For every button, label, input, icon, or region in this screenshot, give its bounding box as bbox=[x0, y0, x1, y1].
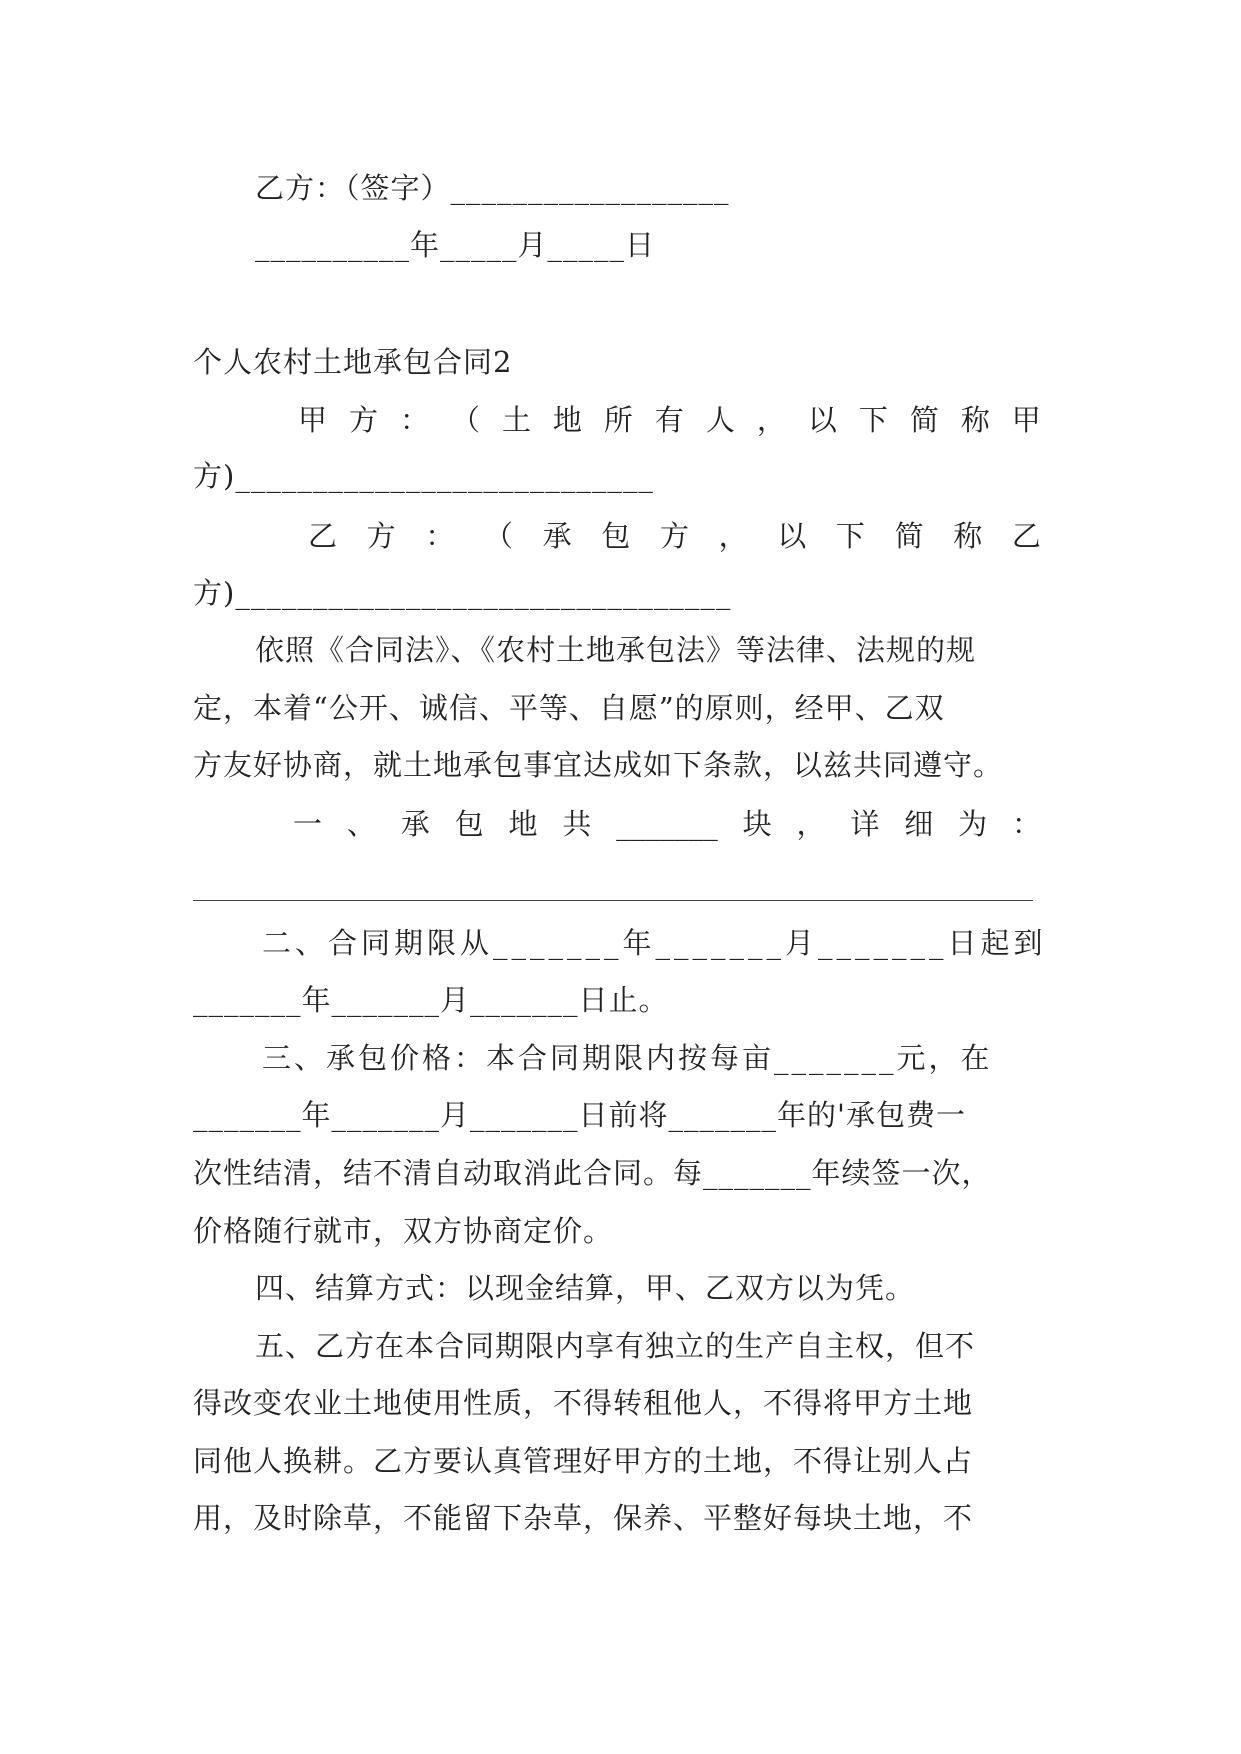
party-a-char: ： bbox=[399, 403, 429, 437]
party-a-char: 简 bbox=[909, 403, 939, 437]
party-b-char: ， bbox=[718, 519, 748, 553]
clause-1-char: 承 bbox=[400, 807, 430, 841]
clause-1-char: ： bbox=[1011, 807, 1041, 841]
clause-1-char: 、 bbox=[346, 807, 376, 841]
party-a-char: 人 bbox=[705, 403, 735, 437]
preamble-line-1: 依照《合同法》、《农村土地承包法》等法律、法规的规 bbox=[255, 633, 977, 667]
party-a-char: 地 bbox=[552, 403, 582, 437]
party-a-char: 土 bbox=[501, 403, 531, 437]
party-a-char: 下 bbox=[858, 403, 888, 437]
party-b-char: 乙 bbox=[308, 519, 338, 553]
clause-1-line-1 bbox=[193, 804, 1041, 844]
party-b-char: 方 bbox=[366, 519, 396, 553]
party-b-char: 简 bbox=[894, 519, 924, 553]
clause-1-blank-rule bbox=[193, 900, 1033, 901]
party-a-line-1 bbox=[193, 400, 1041, 440]
party-b-char: 乙 bbox=[1011, 519, 1041, 553]
party-a-char: 所 bbox=[603, 403, 633, 437]
clause-3-line-2: _______年_______月_______日前将_______年的'承包费一 bbox=[193, 1098, 966, 1132]
party-a-char: 方 bbox=[348, 403, 378, 437]
party-a-char: ， bbox=[756, 403, 786, 437]
party-b-char: 下 bbox=[835, 519, 865, 553]
party-b-char: （ bbox=[483, 519, 513, 553]
party-b-char: 称 bbox=[953, 519, 983, 553]
clause-1-char: ， bbox=[796, 807, 826, 841]
party-b-signature-line: 乙方：（签字）__________________ bbox=[255, 171, 730, 205]
party-a-char: 以 bbox=[807, 403, 837, 437]
clause-1-char: 共 bbox=[562, 807, 592, 841]
preamble-line-3: 方友好协商，就土地承包事宜达成如下条款，以兹共同遵守。 bbox=[193, 748, 1004, 782]
clause-1-char: 块 bbox=[742, 807, 772, 841]
clause-2-line-1: 二、合同期限从_______年_______月_______日起到 bbox=[262, 926, 1047, 960]
clause-2-line-2: _______年_______月_______日止。 bbox=[193, 983, 669, 1017]
clause-1-char: 一 bbox=[293, 807, 323, 841]
clause-3-line-4: 价格随行就市，双方协商定价。 bbox=[193, 1214, 614, 1248]
signature-date-line: __________年_____月_____日 bbox=[255, 228, 656, 262]
party-b-char: 包 bbox=[601, 519, 631, 553]
clause-4-line: 四、结算方式：以现金结算，甲、乙双方以为凭。 bbox=[255, 1271, 916, 1305]
clause-3-line-3: 次性结清，结不清自动取消此合同。每_______年续签一次， bbox=[193, 1156, 992, 1190]
party-b-line-1 bbox=[193, 516, 1041, 556]
clause-5-line-2: 得改变农业土地使用性质，不得转租他人，不得将甲方土地 bbox=[193, 1386, 974, 1420]
clause-5-line-3: 同他人换耕。乙方要认真管理好甲方的土地，不得让别人占 bbox=[193, 1444, 974, 1478]
clause-5-line-1: 五、乙方在本合同期限内享有独立的生产自主权，但不 bbox=[255, 1329, 976, 1363]
party-b-char: 以 bbox=[777, 519, 807, 553]
party-a-char: 甲 bbox=[1011, 403, 1041, 437]
clause-1-char: 包 bbox=[454, 807, 484, 841]
party-b-char: ： bbox=[425, 519, 455, 553]
party-a-char: 称 bbox=[960, 403, 990, 437]
clause-1-char: 细 bbox=[904, 807, 934, 841]
party-a-char: 有 bbox=[654, 403, 684, 437]
party-a-line-2: 方)___________________________ bbox=[193, 459, 654, 493]
party-b-char: 方 bbox=[659, 519, 689, 553]
clause-1-char: _______ bbox=[616, 807, 718, 841]
party-a-char: （ bbox=[450, 403, 480, 437]
contract-title: 个人农村土地承包合同2 bbox=[193, 345, 513, 379]
clause-1-char: 地 bbox=[508, 807, 538, 841]
clause-5-line-4: 用，及时除草，不能留下杂草，保养、平整好每块土地，不 bbox=[193, 1501, 974, 1535]
clause-1-char: 为 bbox=[958, 807, 988, 841]
party-a-char: 甲 bbox=[298, 403, 328, 437]
clause-1-char: 详 bbox=[850, 807, 880, 841]
party-b-char: 承 bbox=[542, 519, 572, 553]
party-b-line-2: 方)________________________________ bbox=[193, 576, 732, 610]
preamble-line-2: 定，本着“公开、诚信、平等、自愿”的原则，经甲、乙双 bbox=[193, 691, 945, 725]
clause-3-line-1: 三、承包价格：本合同期限内按每亩_______元，在 bbox=[262, 1041, 993, 1075]
